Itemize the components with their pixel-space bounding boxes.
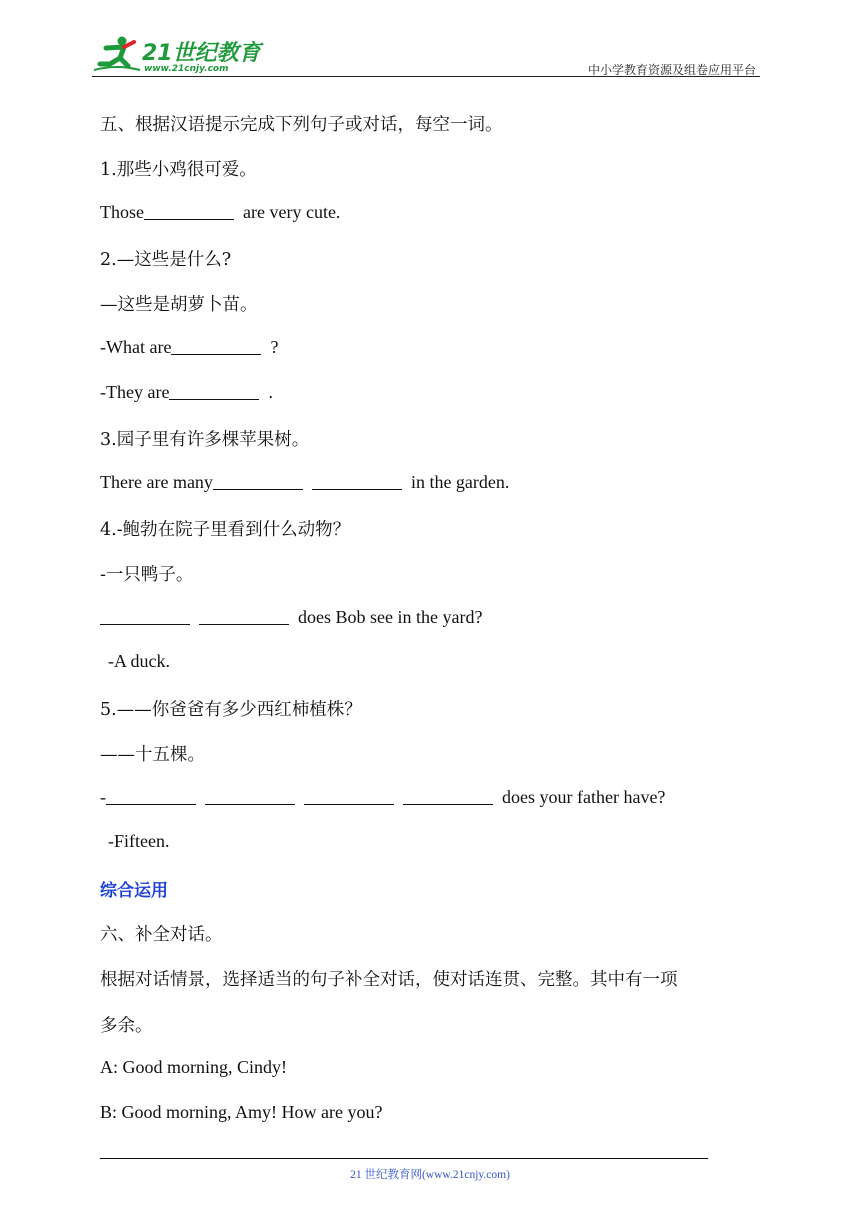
q5-blank-1[interactable] [106, 786, 196, 805]
q2-text-d: . [268, 382, 273, 402]
q1-english [100, 201, 340, 223]
q4-blank-2[interactable] [199, 606, 289, 625]
q3-text-b: in the garden. [410, 472, 510, 492]
runner-logo-icon [92, 34, 142, 74]
header-divider [92, 76, 760, 77]
dialog-line-b: B: Good morning, Amy! How are you? [100, 1102, 383, 1122]
page-header [92, 28, 760, 78]
q5-blank-3[interactable] [304, 786, 394, 805]
q4-english-2: -A duck. [108, 651, 170, 671]
header-platform-text: 中小学教育资源及组卷应用平台 [587, 63, 756, 77]
q4-chinese-2: -一只鸭子。 [100, 565, 194, 585]
footer-link[interactable]: 21 世纪教育网(www.21cnjy.com) [350, 1169, 510, 1181]
section-6-desc-1: 根据对话情景，选择适当的句子补全对话，使对话连贯、完整。其中有一项 [100, 970, 678, 990]
q3-blank-2[interactable] [312, 471, 402, 490]
q3-chinese: 3.园子里有许多棵苹果树。 [100, 430, 310, 450]
q4-chinese-1: 4.-鲍勃在院子里看到什么动物？ [100, 520, 351, 540]
q2-blank-2[interactable] [169, 381, 259, 400]
q5-english-1 [100, 786, 665, 808]
q5-chinese-1: 5.——你爸爸有多少西红柿植株？ [100, 700, 362, 720]
q5-blank-4[interactable] [403, 786, 493, 805]
footer-divider [100, 1158, 708, 1159]
q3-text-a: There are many [100, 472, 213, 492]
q2-text-a: -What are [100, 337, 172, 357]
dialog-line-a: A: Good morning, Cindy! [100, 1057, 287, 1077]
section-5-title: 五、根据汉语提示完成下列句子或对话，每空一词。 [100, 115, 503, 135]
q3-english [100, 471, 509, 493]
q4-blank-1[interactable] [100, 606, 190, 625]
logo-name: 21世纪教育 [142, 41, 261, 66]
q4-text-b: does Bob see in the yard? [298, 607, 483, 627]
q2-chinese-1: 2.—这些是什么? [100, 250, 232, 270]
q5-blank-2[interactable] [205, 786, 295, 805]
q5-text-a: - [100, 787, 106, 807]
logo-url: www.21cnjy.com [144, 64, 229, 74]
section-heading: 综合运用 [100, 881, 168, 901]
q1-chinese: 1.那些小鸡很可爱。 [100, 160, 257, 180]
q1-blank[interactable] [144, 201, 234, 220]
q2-english-2 [100, 381, 273, 403]
q1-text-b: are very cute. [243, 202, 341, 222]
q3-blank-1[interactable] [213, 471, 303, 490]
section-6-desc-2: 多余。 [100, 1016, 153, 1036]
section-6-title: 六、补全对话。 [100, 925, 223, 945]
q2-text-b: ? [270, 337, 279, 357]
q2-chinese-2: —这些是胡萝卜苗。 [100, 295, 258, 315]
site-logo [92, 34, 262, 74]
q2-text-c: -They are [100, 382, 170, 402]
q2-blank-1[interactable] [171, 336, 261, 355]
q1-text-a: Those [100, 202, 144, 222]
q4-english-1 [100, 606, 482, 628]
q5-english-2: -Fifteen. [108, 831, 170, 851]
q5-text-b: does your father have? [502, 787, 666, 807]
q2-english-1 [100, 336, 278, 358]
q5-chinese-2: ——十五棵。 [100, 745, 205, 765]
